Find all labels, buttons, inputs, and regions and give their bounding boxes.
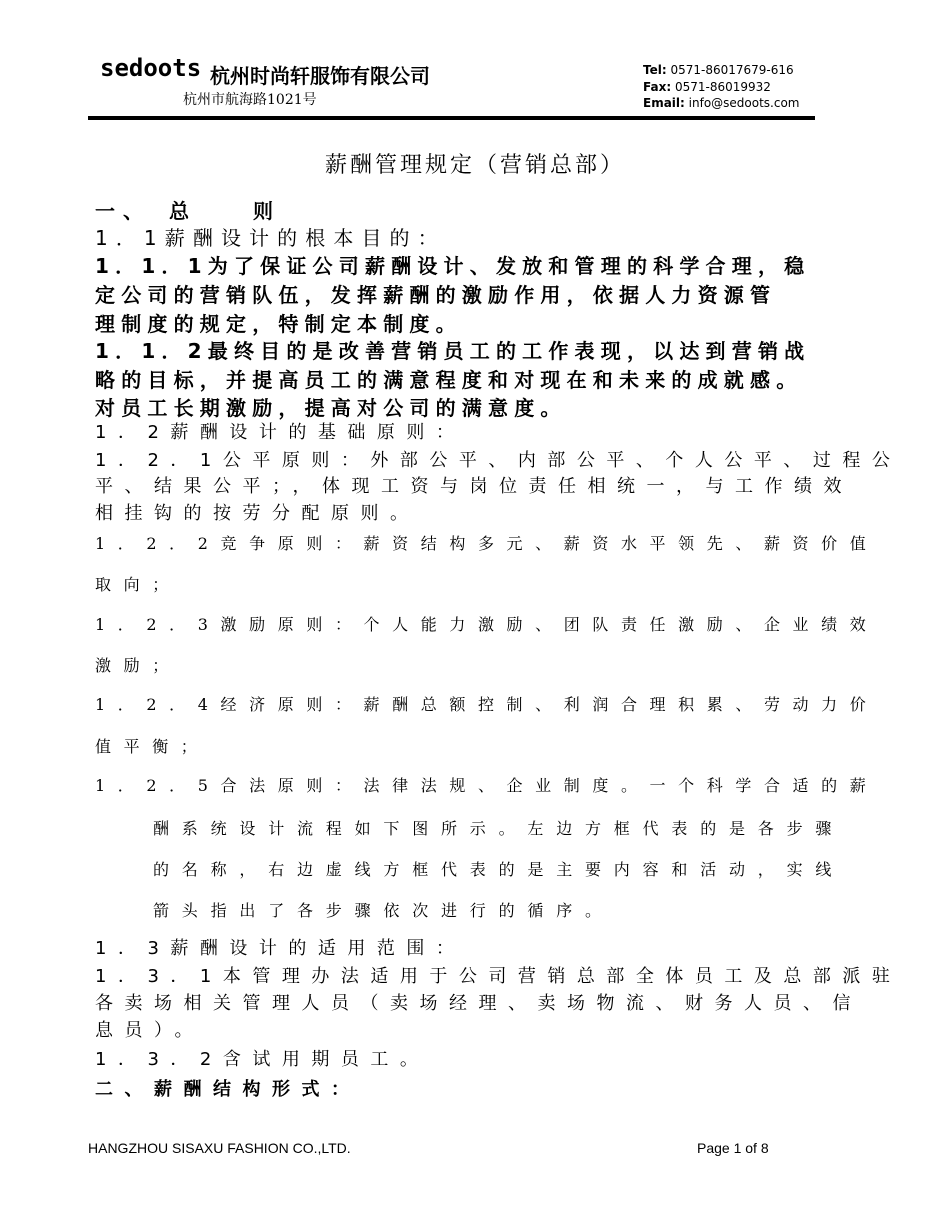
- clause-1-2-2-cont: 取向；: [95, 575, 181, 594]
- company-address: 杭州市航海路1021号: [183, 92, 317, 108]
- clause-1-3-1-cont: 各卖场相关管理人员（卖场经理、卖场物流、财务人员、信: [95, 993, 862, 1014]
- clause-1-1-1-cont: 定公司的营销队伍，发挥薪酬的激励作用，依据人力资源管: [95, 283, 777, 307]
- clause-1-1-2: 1．1．2最终目的是改善营销员工的工作表现，以达到营销战: [95, 339, 811, 363]
- section-heading-structure: 二、薪酬结构形式：: [95, 1079, 361, 1100]
- clause-1-1-1-cont: 理制度的规定，特制定本制度。: [95, 312, 462, 336]
- footer-company: HANGZHOU SISAXU FASHION CO.,LTD.: [88, 1140, 351, 1156]
- document-title: 薪酬管理规定（营销总部）: [324, 153, 625, 178]
- clause-1-1-2-cont: 对员工长期激励，提高对公司的满意度。: [95, 396, 567, 420]
- clause-1-3-2: 1．3．2含试用期员工。: [95, 1049, 430, 1070]
- clause-1-3-1-cont: 息员）。: [95, 1020, 204, 1041]
- clause-1-2-3-cont: 激励；: [95, 656, 181, 675]
- clause-1-2-1-cont: 平、结果公平；，体现工资与岗位责任相统一，与工作绩效: [95, 476, 853, 497]
- email-line: [643, 96, 800, 110]
- tel-label: Tel:: [643, 63, 667, 77]
- header-divider: [88, 116, 815, 120]
- clause-1-2-2: 1．2．2竞争原则：薪资结构多元、薪资水平领先、薪资价值: [95, 534, 879, 553]
- clause-1-2: 1．2薪酬设计的基础原则：: [95, 422, 466, 443]
- tel-line: [643, 63, 794, 77]
- clause-1-2-5-cont: 的名称，右边虚线方框代表的是主要内容和活动，实线: [153, 860, 845, 879]
- section-heading-general: 一、 总 则: [95, 199, 281, 223]
- fax-line: [643, 80, 771, 94]
- clause-1-1-1: 1．1．1为了保证公司薪酬设计、发放和管理的科学合理，稳: [95, 254, 811, 278]
- clause-1-1-2-cont: 略的目标，并提高员工的满意程度和对现在和未来的成就感。: [95, 368, 803, 392]
- fax-label: Fax:: [643, 80, 672, 94]
- email-label: Email:: [643, 96, 685, 110]
- clause-1-2-3: 1．2．3激励原则：个人能力激励、团队责任激励、企业绩效: [95, 615, 879, 634]
- clause-1-2-1-cont: 相挂钩的按劳分配原则。: [95, 503, 420, 524]
- company-logo: sedoots: [100, 54, 202, 82]
- clause-1-2-4: 1．2．4经济原则：薪酬总额控制、利润合理积累、劳动力价: [95, 695, 879, 714]
- company-name: 杭州时尚轩服饰有限公司: [210, 64, 430, 88]
- clause-1-2-5-cont: 酬系统设计流程如下图所示。左边方框代表的是各步骤: [153, 819, 845, 838]
- fax-value: 0571-86019932: [674, 80, 771, 94]
- tel-value: 0571-86017679-616: [670, 63, 794, 77]
- page-number: Page 1 of 8: [697, 1140, 769, 1156]
- clause-1-3-1: 1．3．1本管理办法适用于公司营销总部全体员工及总部派驻: [95, 966, 902, 987]
- clause-1-1: 1．1薪酬设计的根本目的：: [95, 226, 446, 250]
- clause-1-2-1: 1．2．1公平原则：外部公平、内部公平、个人公平、过程公: [95, 450, 902, 471]
- clause-1-2-4-cont: 值平衡；: [95, 737, 210, 756]
- clause-1-2-5-cont: 箭头指出了各步骤依次进行的循序。: [153, 901, 614, 920]
- email-value: info@sedoots.com: [688, 96, 800, 110]
- clause-1-3: 1．3薪酬设计的适用范围：: [95, 938, 466, 959]
- clause-1-2-5: 1．2．5合法原则：法律法规、企业制度。一个科学合适的薪: [95, 776, 879, 795]
